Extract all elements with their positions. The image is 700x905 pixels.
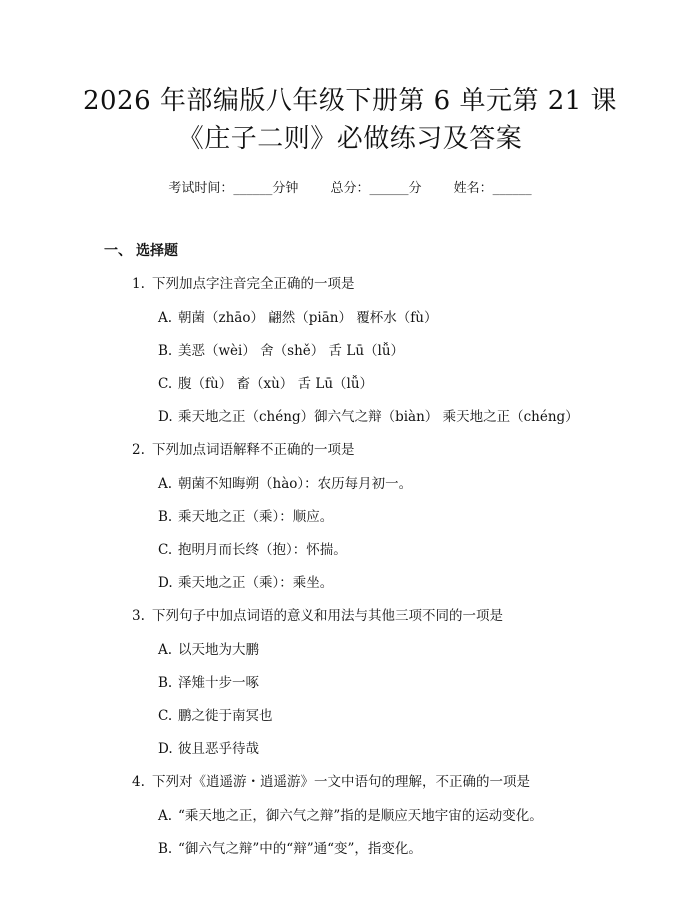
option-text: 泽雉十步一啄 — [178, 675, 259, 691]
option-text: 抱明月而长终（抱）：怀揣。 — [178, 542, 347, 558]
question-3-option-c — [0, 706, 700, 726]
section-heading — [0, 240, 700, 260]
option-label: C. — [158, 376, 173, 392]
student-name: 姓名：______ — [453, 181, 532, 196]
option-label: B. — [158, 343, 173, 359]
question-number: 4. — [132, 774, 145, 790]
question-1-option-d — [0, 407, 700, 427]
question-4-option-a — [0, 806, 700, 826]
question-1 — [0, 274, 700, 294]
option-label: B. — [158, 509, 173, 525]
question-2-option-c — [0, 540, 700, 560]
option-text: 乘天地之正（chéng）御六气之辩（biàn） 乘天地之正（chéng） — [178, 409, 579, 425]
question-number: 2. — [132, 442, 145, 458]
option-text: 朝菌（zhāo） 翩然（piān） 覆杯水（fù） — [178, 310, 438, 326]
option-label: D. — [158, 409, 173, 425]
option-label: D. — [158, 575, 173, 591]
option-text: 乘天地之正（乘）：顺应。 — [178, 509, 334, 525]
question-4-option-b — [0, 839, 700, 859]
option-text: “乘天地之正，御六气之辩”指的是顺应天地宇宙的运动变化。 — [178, 808, 543, 824]
option-label: A. — [158, 808, 173, 824]
question-4 — [0, 772, 700, 792]
question-3-option-b — [0, 673, 700, 693]
option-label: D. — [158, 741, 173, 757]
question-1-option-c — [0, 374, 700, 394]
question-number: 1. — [132, 276, 145, 292]
option-text: 彼且恶乎待哉 — [178, 741, 259, 757]
option-label: A. — [158, 310, 173, 326]
title-line-2: 《庄子二则》必做练习及答案 — [177, 124, 523, 154]
option-text: 鹏之徙于南冥也 — [178, 708, 273, 724]
option-text: “御六气之辩”中的“辩”通“变”，指变化。 — [178, 841, 422, 857]
question-1-option-b — [0, 341, 700, 361]
question-3-option-a — [0, 640, 700, 660]
question-number: 3. — [132, 608, 145, 624]
question-text: 下列句子中加点词语的意义和用法与其他三项不同的一项是 — [152, 608, 503, 624]
option-label: A. — [158, 476, 173, 492]
option-text: 腹（fù） 畜（xù） 舌 Lū（lǚ） — [178, 376, 374, 392]
question-1-option-a — [0, 308, 700, 328]
option-text: 以天地为大鹏 — [178, 642, 259, 658]
question-2-option-a — [0, 474, 700, 494]
section-number: 一、 — [104, 243, 132, 259]
exam-info — [0, 177, 700, 196]
option-text: 美恶（wèi） 舍（shě） 舌 Lū（lǚ） — [178, 343, 405, 359]
title-line-1: 2026 年部编版八年级下册第 6 单元第 21 课 — [82, 86, 618, 116]
question-2 — [0, 440, 700, 460]
section-title: 选择题 — [136, 243, 178, 259]
question-text: 下列加点词语解释不正确的一项是 — [152, 442, 355, 458]
question-2-option-b — [0, 507, 700, 527]
exam-time: 考试时间：______分钟 — [168, 181, 299, 196]
option-label: C. — [158, 708, 173, 724]
option-text: 朝菌不知晦朔（hào）：农历每月初一。 — [178, 476, 413, 492]
question-text: 下列加点字注音完全正确的一项是 — [152, 276, 355, 292]
document-title — [0, 82, 700, 158]
question-2-option-d — [0, 573, 700, 593]
option-text: 乘天地之正（乘）：乘坐。 — [178, 575, 334, 591]
option-label: B. — [158, 841, 173, 857]
question-3 — [0, 606, 700, 626]
option-label: A. — [158, 642, 173, 658]
exam-score: 总分：______分 — [330, 181, 422, 196]
question-text: 下列对《逍遥游・逍遥游》一文中语句的理解，不正确的一项是 — [152, 774, 530, 790]
option-label: C. — [158, 542, 173, 558]
question-3-option-d — [0, 739, 700, 759]
option-label: B. — [158, 675, 173, 691]
